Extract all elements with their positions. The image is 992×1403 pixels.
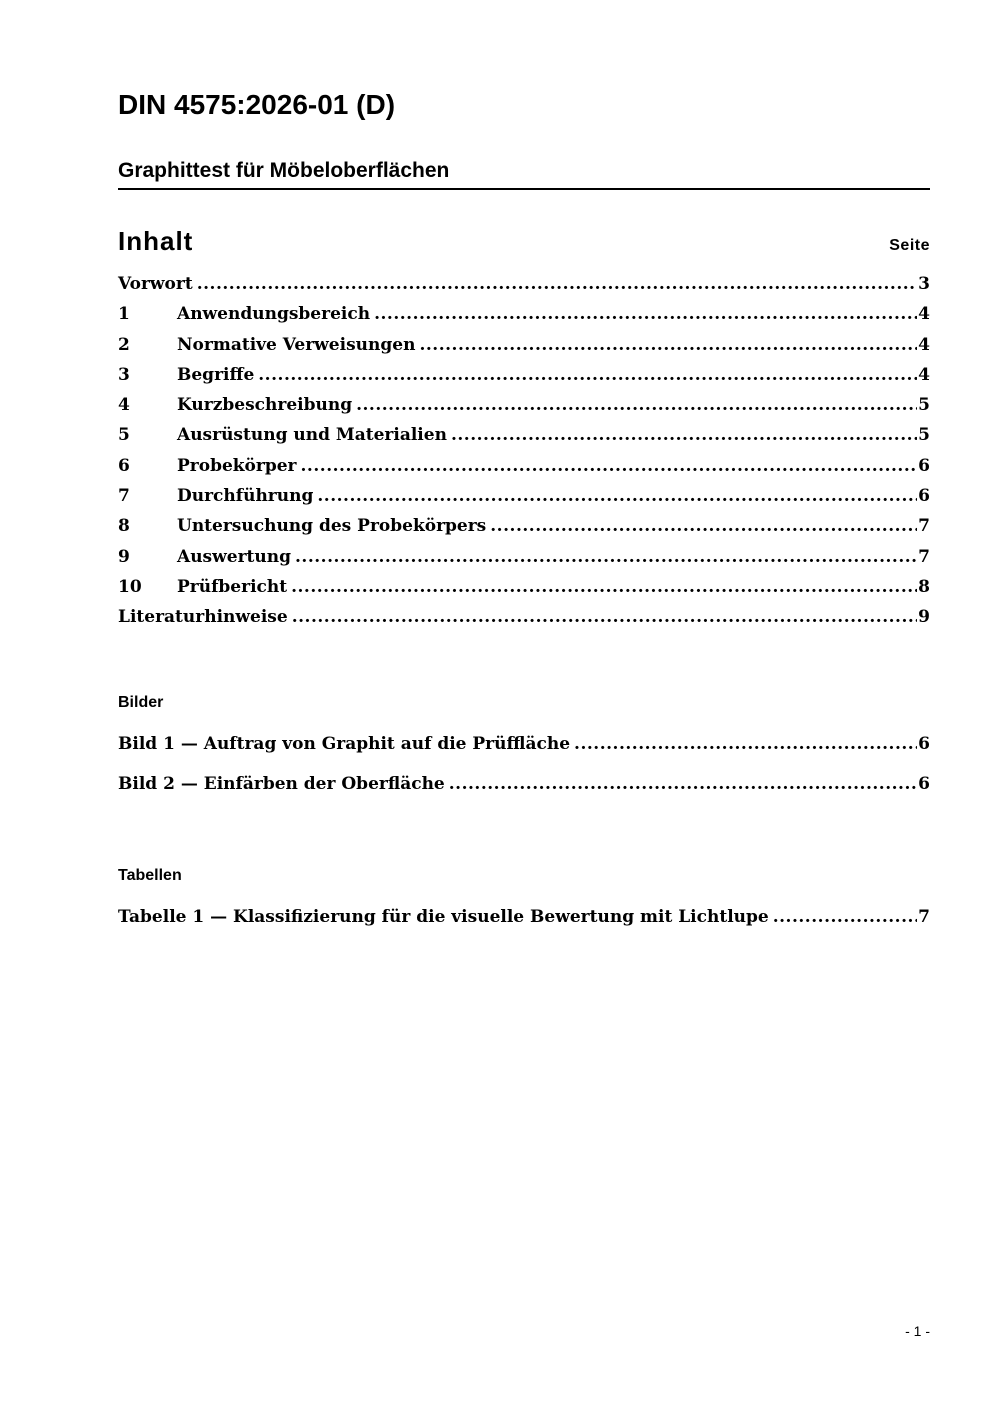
toc-entry: [118, 360, 930, 390]
toc-entry-page: 7: [918, 546, 930, 567]
toc-entry: [118, 451, 930, 481]
dot-leader: [773, 897, 917, 937]
toc-entry-title: Ausrüstung und Materialien: [177, 425, 447, 446]
dot-leader: [356, 390, 917, 420]
toc-entry-title: Normative Verweisungen: [177, 334, 416, 355]
dot-leader: [301, 451, 918, 481]
toc-entry-page: 8: [918, 576, 930, 597]
toc-entry-number: 2: [118, 334, 130, 355]
toc-entry: [118, 269, 930, 299]
toc-entry: [118, 299, 930, 329]
dot-leader: [258, 360, 917, 390]
dot-leader: [292, 602, 917, 632]
toc-entry-title: Prüfbericht: [177, 576, 288, 597]
dot-leader: [490, 511, 917, 541]
figures-list: [118, 724, 930, 804]
figure-entry: [118, 724, 930, 764]
tables-list: [118, 897, 930, 937]
toc-entry-page: 6: [918, 486, 930, 507]
toc-entry-page: 6: [918, 455, 930, 476]
toc-entry-number: 5: [118, 425, 130, 446]
standard-designation: DIN 4575:2026-01 (D): [118, 89, 396, 120]
toc-entry-number: 6: [118, 455, 130, 476]
dot-leader: [197, 269, 917, 299]
toc-entry: [118, 390, 930, 420]
dot-leader: [317, 481, 917, 511]
toc-entry: [118, 602, 930, 632]
page-number-footer: - 1 -: [905, 1323, 930, 1339]
toc-entry-title: Anwendungsbereich: [177, 304, 371, 325]
toc-heading: Inhalt: [118, 226, 194, 256]
toc-entry-number: 4: [118, 395, 130, 416]
toc-entry-page: 4: [918, 364, 930, 385]
toc-entry-page: 4: [918, 334, 930, 355]
toc-entry-page: 5: [918, 395, 930, 416]
toc-entry: [118, 572, 930, 602]
toc-entry-number: 3: [118, 364, 130, 385]
toc-entry-title: Vorwort: [118, 274, 193, 294]
dot-leader: [574, 724, 917, 764]
toc-entry: [118, 420, 930, 450]
figures-heading: Bilder: [118, 693, 164, 711]
document-title: Graphittest für Möbeloberflächen: [118, 159, 930, 190]
toc-entry: [118, 330, 930, 360]
dot-leader: [295, 542, 917, 572]
figure-entry-title: Bild 1 — Auftrag von Graphit auf die Prüffläche: [118, 733, 571, 754]
table-entry-page: 7: [918, 906, 930, 927]
table-entry-title: Tabelle 1 — Klassifizierung für die visuelle Bewertung mit Lichtlupe: [118, 906, 769, 927]
toc-entry: [118, 481, 930, 511]
toc-entry-page: 5: [918, 425, 930, 446]
tables-heading: Tabellen: [118, 866, 182, 884]
dot-leader: [419, 330, 917, 360]
toc-entry-title: Durchführung: [177, 486, 314, 507]
toc-entry-number: 10: [118, 576, 142, 597]
toc-entry-page: 9: [918, 607, 930, 628]
toc-entry-title: Untersuchung des Probekörpers: [177, 516, 487, 537]
toc-header: [118, 226, 930, 257]
figure-entry-title: Bild 2 — Einfärben der Oberfläche: [118, 773, 445, 794]
dot-leader: [291, 572, 917, 602]
toc-entry-title: Probekörper: [177, 455, 297, 476]
toc-list: [118, 269, 930, 633]
toc-entry-title: Begriffe: [177, 364, 255, 385]
toc-entry-page: 4: [918, 304, 930, 325]
page-column-label: Seite: [889, 237, 930, 254]
toc-entry-page: 7: [918, 516, 930, 537]
figure-entry-page: 6: [918, 773, 930, 794]
toc-entry-title: Kurzbeschreibung: [177, 395, 353, 416]
dot-leader: [374, 299, 917, 329]
table-entry: [118, 897, 930, 937]
toc-entry-number: 8: [118, 516, 130, 537]
figure-entry: [118, 764, 930, 804]
dot-leader: [449, 764, 917, 804]
figure-entry-page: 6: [918, 733, 930, 754]
toc-entry: [118, 542, 930, 572]
toc-entry: [118, 511, 930, 541]
toc-entry-title: Literaturhinweise: [118, 607, 288, 628]
toc-entry-page: 3: [918, 274, 930, 294]
toc-entry-number: 9: [118, 546, 130, 567]
toc-entry-title: Auswertung: [177, 546, 291, 567]
toc-entry-number: 1: [118, 304, 130, 325]
dot-leader: [451, 420, 917, 450]
toc-entry-number: 7: [118, 486, 130, 507]
